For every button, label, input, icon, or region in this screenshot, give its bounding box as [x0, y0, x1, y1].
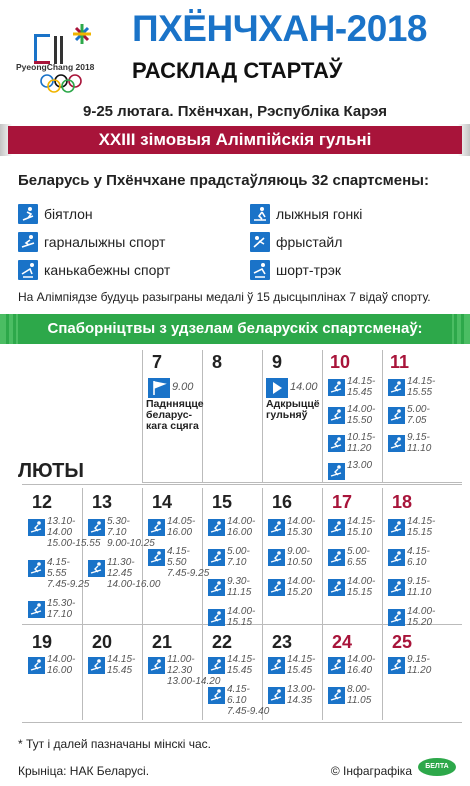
sport-item-alpine [18, 232, 165, 252]
biathlon-icon [18, 204, 38, 224]
event-time: 9.15- 11.10 [407, 576, 432, 598]
event-item [328, 404, 390, 424]
event-item [328, 516, 390, 536]
sport-icon [388, 435, 405, 452]
event-item [208, 576, 270, 596]
flag-time: 9.00 [172, 381, 194, 393]
sport-item-freestyle [250, 232, 342, 252]
sport-label: канькабежны спорт [44, 262, 171, 278]
event-time: 5.30- 7.10 9.00-10.25 [107, 516, 155, 549]
event-item [388, 516, 450, 536]
event-time: 14.00- 16.00 [47, 654, 76, 676]
event-item [148, 516, 210, 536]
games-banner: XXIII зімовыя Алімпійскія гульні [8, 126, 462, 154]
event-time: 4.15- 6.10 [407, 546, 430, 568]
sport-icon [328, 463, 345, 480]
sport-label: біятлон [44, 206, 93, 222]
event-time: 9.30- 11.15 [227, 576, 252, 598]
event-item [388, 404, 450, 424]
event-time: 10.15- 11.20 [347, 432, 376, 454]
event-item [388, 606, 450, 626]
event-item [268, 546, 330, 566]
sport-icon [208, 519, 225, 536]
logo-text: PyeongChang 2018 [16, 62, 95, 72]
sport-icon [88, 560, 105, 577]
sport-icon [148, 519, 165, 536]
short-track-icon [250, 260, 270, 280]
sport-icon [268, 579, 285, 596]
event-item [328, 432, 390, 452]
sport-icon [328, 687, 345, 704]
grid-line [262, 350, 263, 482]
sport-icon [388, 549, 405, 566]
sport-icon [328, 407, 345, 424]
event-time: 9.15- 11.20 [407, 654, 432, 676]
sport-icon [28, 560, 45, 577]
event-time: 14.00- 15.15 [347, 576, 376, 598]
sport-icon [208, 657, 225, 674]
event-item [88, 557, 161, 590]
event-item [388, 432, 450, 452]
event-item [388, 546, 450, 566]
event-time: 14.15- 15.10 [347, 516, 376, 538]
event-time: 15.30- 17.10 [47, 598, 76, 620]
grid-line [22, 484, 462, 485]
event-item [148, 546, 210, 579]
event-item [388, 576, 450, 596]
event-item [88, 516, 155, 549]
day-9: 9 [272, 352, 283, 372]
belta-logo: БЕЛТА [418, 758, 456, 776]
event-item [208, 516, 270, 536]
sport-icon [388, 379, 405, 396]
event-item [388, 376, 450, 396]
event-time: 9.00- 10.50 [287, 546, 313, 568]
event-time: 14.00- 15.20 [407, 606, 436, 628]
event-item [28, 654, 90, 674]
day-12: 12 [32, 492, 53, 512]
event-item [268, 654, 330, 674]
day-10: 10 [330, 352, 351, 372]
event-time: 14.00- 15.30 [287, 516, 316, 538]
month-label: ЛЮТЫ [18, 460, 84, 482]
sport-item-cross-country [250, 204, 362, 224]
header [0, 0, 470, 100]
sport-icon [388, 657, 405, 674]
day-19: 19 [32, 632, 53, 652]
speed-skating-icon [18, 260, 38, 280]
olympic-rings-icon [38, 74, 94, 94]
event-time: 14.00- 15.15 [227, 606, 256, 628]
sport-label: фрыстайл [276, 234, 343, 250]
event-item [328, 684, 390, 704]
sport-icon [328, 435, 345, 452]
event-item [268, 516, 330, 536]
day-21: 21 [152, 632, 173, 652]
event-item [328, 376, 390, 396]
sport-icon [268, 549, 285, 566]
footnote: * Тут і далей пазначаны мінскі час. [18, 737, 212, 751]
event-item [328, 576, 390, 596]
event-dates: 9-25 лютага. Пхёнчхан, Рэспубліка Карэя [82, 103, 387, 120]
event-time: 14.00- 16.40 [347, 654, 376, 676]
sport-icon [88, 519, 105, 536]
event-time: 9.15- 11.10 [407, 432, 432, 454]
page-title: ПХЁНЧХАН-2018 [132, 8, 427, 49]
sport-icon [388, 519, 405, 536]
sport-icon [268, 657, 285, 674]
event-item [208, 606, 270, 626]
sport-label: шорт-трэк [276, 262, 342, 278]
event-item [268, 576, 330, 596]
cross-country-skiing-icon [250, 204, 270, 224]
day-13: 13 [92, 492, 113, 512]
event-item [268, 684, 330, 704]
sport-icon [268, 687, 285, 704]
event-time: 11.00- 12.30 13.00-14.20 [167, 654, 221, 687]
grid-line [142, 350, 143, 482]
event-time: 14.15- 15.45 [107, 654, 136, 676]
event-time: 14.00- 15.20 [287, 576, 316, 598]
sport-item-speed-skating [18, 260, 170, 280]
sport-icon [148, 657, 165, 674]
event-item [208, 654, 270, 674]
day-22: 22 [212, 632, 233, 652]
event-time: 11.30- 12.45 14.00-16.00 [107, 557, 161, 590]
grid-line [322, 350, 323, 482]
flag-icon [148, 378, 170, 398]
grid-line [22, 722, 462, 723]
event-item [208, 546, 270, 566]
event-item [388, 654, 450, 674]
sport-icon [208, 687, 225, 704]
event-time: 5.00- 7.05 [407, 404, 430, 426]
sport-label: лыжныя гонкі [276, 206, 363, 222]
sport-icon [28, 601, 45, 618]
event-item [328, 460, 390, 480]
day-11: 11 [390, 352, 410, 372]
sport-icon [328, 579, 345, 596]
day-24: 24 [332, 632, 353, 652]
event-time: 14.15- 15.15 [407, 516, 436, 538]
event-time: 13.00 [347, 460, 373, 471]
day-18: 18 [392, 492, 413, 512]
event-time: 5.00- 7.10 [227, 546, 250, 568]
sport-icon [328, 657, 345, 674]
day-14: 14 [152, 492, 173, 512]
day-23: 23 [272, 632, 293, 652]
event-time: 13.00- 14.35 [287, 684, 316, 706]
event-time: 4.15- 5.55 7.45-9.25 [47, 557, 90, 590]
sport-icon [328, 549, 345, 566]
event-item [148, 654, 221, 687]
grid-line [142, 482, 462, 483]
intro-text: Беларусь у Пхёнчхане прадстаўляюць 32 спартсмены: [18, 172, 429, 189]
alpine-skiing-icon [18, 232, 38, 252]
freestyle-icon [250, 232, 270, 252]
event-time: 14.00- 16.00 [227, 516, 256, 538]
day-16: 16 [272, 492, 293, 512]
source-text: Крыніца: НАК Беларусі. [18, 764, 150, 778]
event-time: 8.00- 11.05 [347, 684, 372, 706]
event-time: 4.15- 6.10 7.45-9.40 [227, 684, 270, 717]
medals-note: На Алімпіядзе будуць разыграны медалі ў 15 дысцыплінах 7 відаў спорту. [18, 290, 431, 304]
sport-icon [328, 379, 345, 396]
day-15: 15 [212, 492, 233, 512]
flag-raising-label: Паднняцце беларус-кага сцяга [146, 398, 204, 432]
day-8: 8 [212, 352, 223, 372]
event-item [328, 546, 390, 566]
event-time: 5.00- 6.55 [347, 546, 370, 568]
competitions-header: Спаборніцтвы з удзелам беларускіх спартсменаў: [47, 320, 423, 337]
sport-icon [388, 579, 405, 596]
day-7: 7 [152, 352, 163, 372]
sport-icon [388, 609, 405, 626]
day-17: 17 [332, 492, 353, 512]
sport-icon [208, 549, 225, 566]
page-subtitle: РАСКЛАД СТАРТАЎ [132, 58, 343, 83]
sport-icon [148, 549, 165, 566]
sport-item-short-track [250, 260, 341, 280]
event-item [88, 654, 150, 674]
sport-icon [208, 579, 225, 596]
sport-item-biathlon [18, 204, 93, 224]
event-time: 14.15- 15.55 [407, 376, 436, 398]
credit-text: © Інфаграфіка [330, 764, 412, 778]
sport-icon [328, 519, 345, 536]
event-item [328, 654, 390, 674]
sport-label: гарналыжны спорт [44, 234, 166, 250]
event-item [28, 557, 90, 590]
sport-icon [28, 519, 45, 536]
day-20: 20 [92, 632, 113, 652]
event-item [28, 516, 101, 549]
day-25: 25 [392, 632, 413, 652]
sport-icon [388, 407, 405, 424]
event-time: 14.15- 15.45 [227, 654, 256, 676]
event-item [28, 598, 90, 618]
opening-ceremony-label: Адкрыццё гульняў [266, 398, 320, 421]
sport-icon [88, 657, 105, 674]
opening-time: 14.00 [290, 381, 318, 393]
event-time: 14.15- 15.45 [347, 376, 376, 398]
event-time: 14.05- 16.00 [167, 516, 196, 538]
opening-ceremony-icon [266, 378, 288, 398]
event-time: 13.10- 14.00 15.00-15.55 [47, 516, 101, 549]
event-time: 14.00- 15.50 [347, 404, 376, 426]
sport-icon [268, 519, 285, 536]
event-item [208, 684, 270, 717]
sport-icon [208, 609, 225, 626]
sport-icon [28, 657, 45, 674]
event-time: 14.15- 15.45 [287, 654, 316, 676]
event-time: 4.15- 5.50 7.45-9.25 [167, 546, 210, 579]
